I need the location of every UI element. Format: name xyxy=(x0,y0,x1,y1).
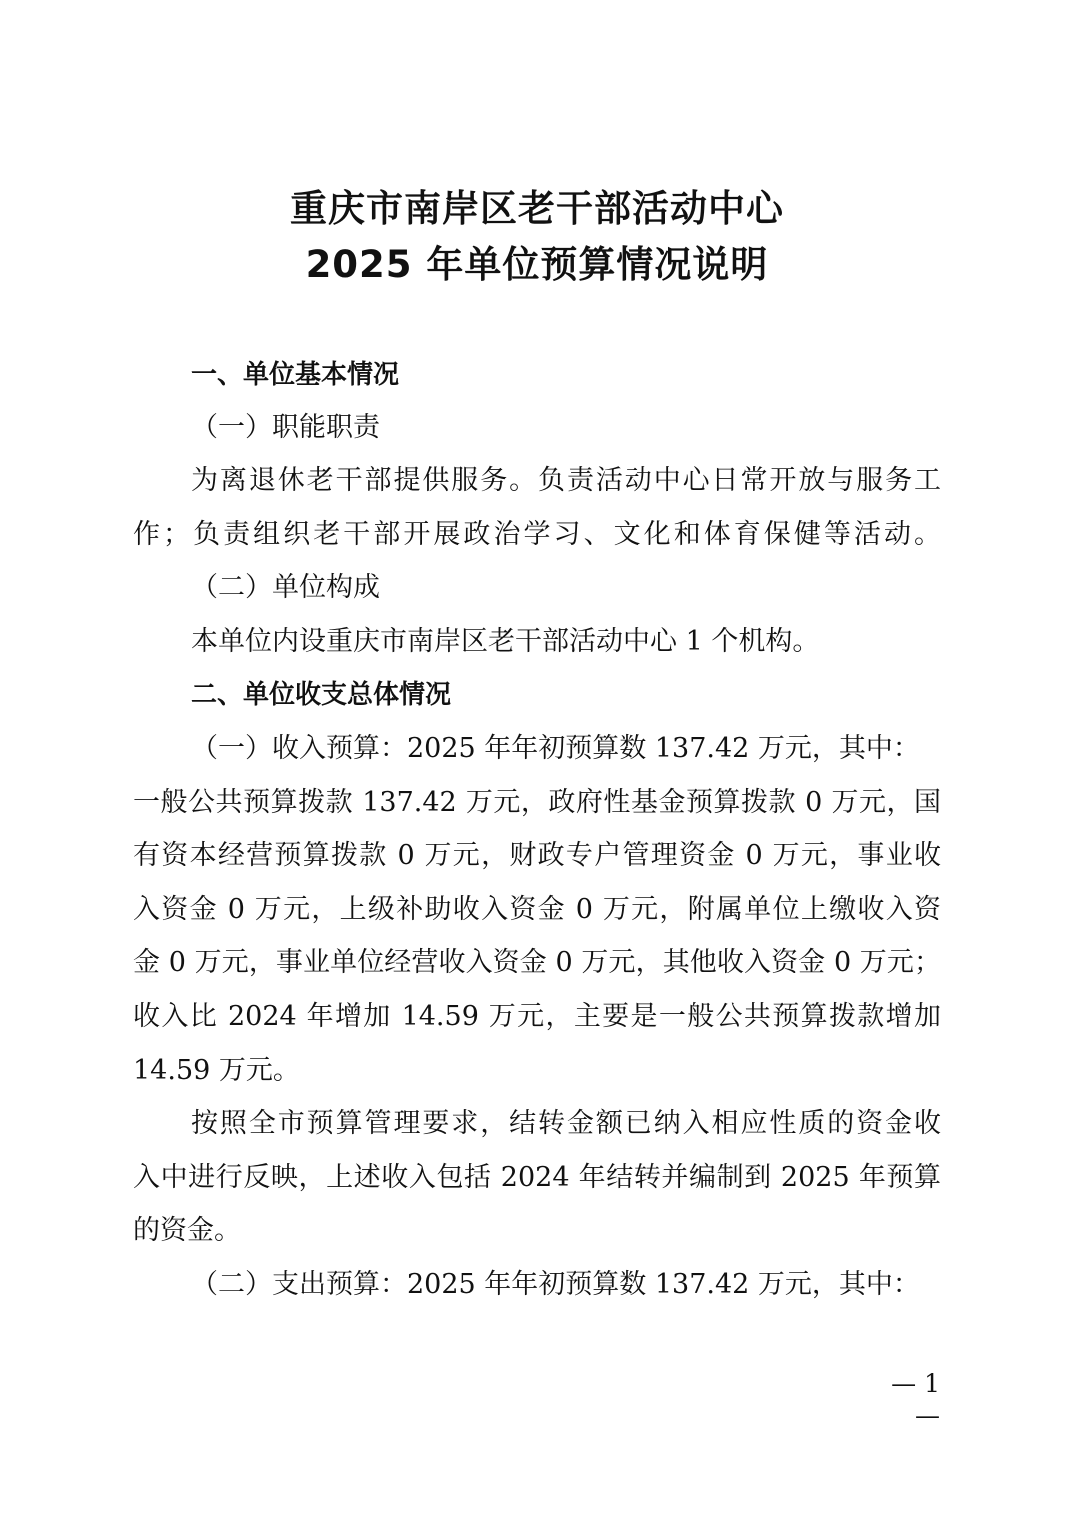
paragraph-line: 收入比 2024 年增加 14.59 万元，主要是一般公共预算拨款增加 xyxy=(133,1001,941,1032)
paragraph-line: 作；负责组织老干部开展政治学习、文化和体育保健等活动。 xyxy=(133,519,941,550)
section-1-sub-1-heading: （一）职能职责 xyxy=(191,412,380,443)
paragraph-line: 一般公共预算拨款 137.42 万元，政府性基金预算拨款 0 万元，国 xyxy=(133,787,941,818)
section-1-sub-2-heading: （二）单位构成 xyxy=(191,572,380,603)
paragraph-line: 的资金。 xyxy=(133,1215,241,1246)
income-budget-line: （一）收入预算：2025 年年初预算数 137.42 万元，其中： xyxy=(191,733,920,764)
expenditure-budget-line: （二）支出预算：2025 年年初预算数 137.42 万元，其中： xyxy=(191,1269,920,1300)
paragraph-line: 有资本经营预算拨款 0 万元，财政专户管理资金 0 万元，事业收 xyxy=(133,840,941,871)
document-title-line-2: 2025 年单位预算情况说明 xyxy=(305,243,769,286)
paragraph-line: 14.59 万元。 xyxy=(133,1055,300,1086)
paragraph-line: 入资金 0 万元，上级补助收入资金 0 万元，附属单位上缴收入资 xyxy=(133,894,941,925)
paragraph-line: 金 0 万元，事业单位经营收入资金 0 万元，其他收入资金 0 万元； xyxy=(133,947,941,978)
page-number: — 1 — xyxy=(891,1369,940,1430)
section-2-heading: 二、单位收支总体情况 xyxy=(191,680,452,710)
document-title-line-1: 重庆市南岸区老干部活动中心 xyxy=(290,187,784,230)
carryover-line: 按照全市预算管理要求，结转金额已纳入相应性质的资金收 xyxy=(191,1108,941,1139)
section-1-heading: 一、单位基本情况 xyxy=(191,360,400,390)
paragraph-line: 为离退休老干部提供服务。负责活动中心日常开放与服务工 xyxy=(191,465,941,496)
paragraph-line: 本单位内设重庆市南岸区老干部活动中心 1 个机构。 xyxy=(191,626,820,657)
paragraph-line: 入中进行反映，上述收入包括 2024 年结转并编制到 2025 年预算 xyxy=(133,1162,941,1193)
